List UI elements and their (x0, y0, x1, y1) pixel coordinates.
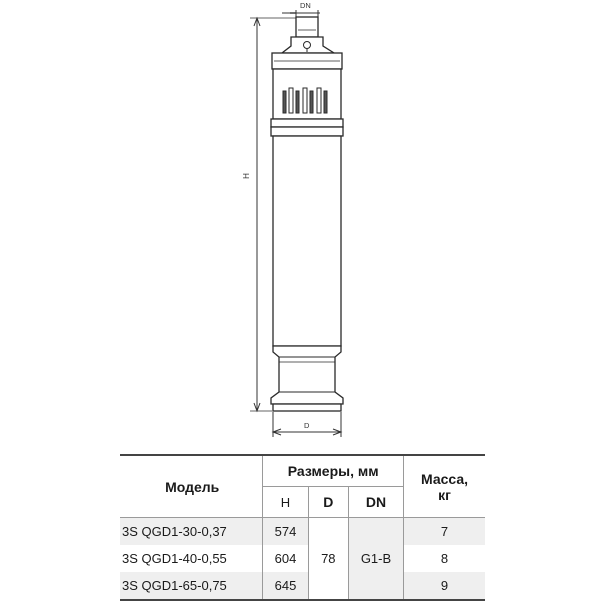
model-cell: 3S QGD1-40-0,55 (122, 551, 227, 566)
d-label: D (304, 421, 310, 430)
table-header-row (120, 455, 485, 487)
header-model: Модель (120, 455, 263, 518)
header-mass-line2: кг (438, 486, 451, 503)
dn-dimension (282, 10, 320, 17)
header-mass-line1: Масса, (420, 470, 469, 487)
mass-cell: 9 (404, 572, 485, 600)
dn-label: DN (300, 1, 311, 10)
spec-table (120, 454, 485, 601)
mass-cell: 7 (404, 518, 485, 546)
table-row (120, 518, 485, 546)
subheader-h: H (263, 487, 308, 518)
shared-dn-cell: G1-B (348, 518, 403, 601)
h-cell: 645 (263, 572, 308, 600)
subheader-d: D (308, 487, 348, 518)
pump-body (271, 17, 343, 411)
h-cell: 604 (263, 545, 308, 572)
header-dimensions: Размеры, мм (263, 455, 404, 487)
table-row (120, 545, 485, 572)
table-row (120, 572, 485, 600)
shared-d-cell: 78 (308, 518, 348, 601)
model-cell: 3S QGD1-30-0,37 (120, 518, 263, 546)
mass-cell: 8 (404, 545, 485, 572)
h-label: H (242, 173, 251, 179)
model-cell: 3S QGD1-65-0,75 (120, 572, 263, 600)
h-cell: 574 (263, 518, 308, 546)
subheader-dn: DN (348, 487, 403, 518)
header-mass (404, 455, 485, 518)
